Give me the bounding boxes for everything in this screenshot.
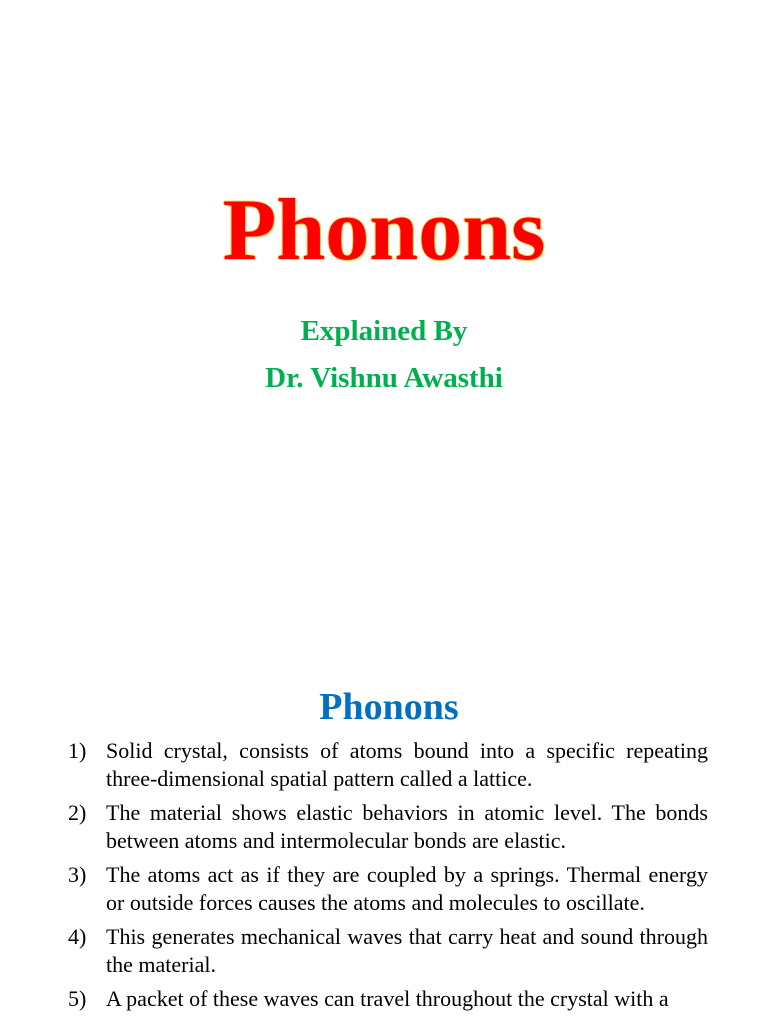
list-item-text: A packet of these waves can travel throughout the crystal with a — [106, 986, 669, 1011]
subtitle-explained-by: Explained By — [300, 315, 468, 347]
list-item — [68, 861, 708, 917]
list-item-number: 5) — [68, 986, 87, 1011]
list-item-text: The material shows elastic behaviors in atomic level. The bonds between atoms and intermolecular bonds are elastic. — [106, 800, 708, 853]
list-item — [68, 985, 708, 1013]
list-item-text: The atoms act as if they are coupled by a springs. Thermal energy or outside forces causes the atoms and molecules to oscillate. — [106, 862, 708, 915]
list-item — [68, 799, 708, 855]
list-item — [68, 737, 708, 793]
list-item — [68, 923, 708, 979]
phonon-points-list — [68, 737, 708, 1019]
slide-title: Phonons — [222, 182, 546, 279]
list-item-text: Solid crystal, consists of atoms bound into a specific repeating three-dimensional spatial pattern called a lattice. — [106, 738, 708, 791]
list-item-number: 1) — [68, 738, 87, 763]
list-item-number: 4) — [68, 924, 87, 949]
content-slide — [0, 640, 768, 1024]
list-item-number: 2) — [68, 800, 87, 825]
subtitle-author: Dr. Vishnu Awasthi — [265, 362, 503, 394]
list-item-text: This generates mechanical waves that carry heat and sound through the material. — [106, 924, 708, 977]
list-item-number: 3) — [68, 862, 87, 887]
content-slide-title: Phonons — [319, 686, 459, 728]
